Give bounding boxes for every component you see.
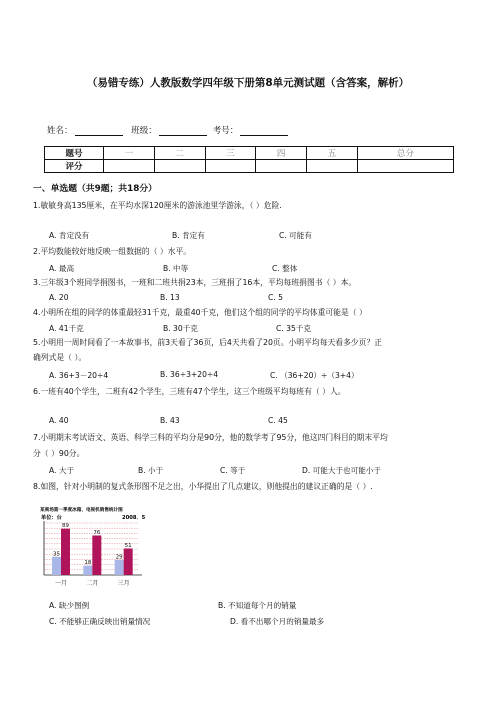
chart-bar (83, 566, 92, 575)
chart-category-label: 二月 (86, 580, 99, 587)
option[interactable]: B. 13 (160, 293, 180, 302)
question-stem: 7.小明期末考试语文、英语、科学三科的平均分是90分，他的数学考了95分，他这四门科目的期末平均 (33, 433, 388, 442)
exam-label: 考号： (212, 126, 239, 136)
chart-date: 2008．5 (122, 515, 146, 521)
section-heading: 一、单选题（共9题；共18分） (33, 184, 157, 194)
class-blank[interactable] (159, 126, 207, 136)
option[interactable]: C. 整体 (272, 264, 298, 273)
chart-category-label: 一月 (54, 580, 68, 587)
question-stem: 3.三年级3个班同学捐图书，一班和二班共捐23本，三班捐了16本，平均每班捐图书（ ）本。 (33, 278, 357, 287)
chart-bar (52, 557, 61, 575)
chart-data-label: 29 (115, 554, 123, 561)
score-input-cell[interactable] (307, 160, 358, 173)
option[interactable]: D. 可能大于也可能小于 (302, 466, 382, 475)
option[interactable]: C. 不能够正确反映出销量情况 (49, 617, 151, 626)
score-cell: 二 (154, 147, 205, 160)
page-title: （易错专练）人教版数学四年级下册第8单元测试题（含答案，解析） (86, 77, 410, 89)
chart-category-label: 三月 (117, 580, 130, 587)
chart-bars (52, 523, 133, 587)
option[interactable]: C. 5 (268, 293, 283, 302)
option[interactable]: A. 最高 (49, 264, 75, 273)
chart-bar (124, 548, 133, 575)
score-input-cell[interactable] (104, 160, 155, 173)
sales-bar-chart (34, 503, 184, 593)
option[interactable]: A. 缺少图例 (49, 601, 90, 610)
question-stem: 2.平均数能较好地反映一组数据的（ ）水平。 (33, 247, 192, 256)
chart-unit-label: 单位：台 (41, 515, 62, 521)
option[interactable]: B. 肯定有 (172, 231, 205, 240)
chart-bar (61, 529, 70, 575)
question-stem: 8.如图，针对小明制的复式条形图不足之出，小华提出了几点建议，则他提出的建议正确的是（ ）. (33, 482, 373, 491)
score-input-cell[interactable] (256, 160, 307, 173)
option[interactable]: B. 30千克 (163, 324, 198, 333)
chart-data-label: 51 (124, 542, 132, 549)
score-table-score-row (45, 160, 454, 173)
option[interactable]: A. 40 (49, 416, 69, 425)
score-cell: 题号 (45, 147, 104, 160)
option[interactable]: B. 36÷3+20÷4 (160, 370, 219, 379)
exam-number-blank[interactable] (240, 126, 288, 136)
name-label: 姓名： (47, 126, 73, 136)
option[interactable]: C. （36+20）÷（3+4） (270, 371, 359, 380)
option[interactable]: C. 35千克 (276, 324, 311, 333)
name-blank[interactable] (75, 126, 123, 136)
score-cell: 五 (307, 147, 358, 160)
option[interactable]: C. 45 (268, 416, 288, 425)
score-cell: 三 (205, 147, 256, 160)
chart-data-label: 89 (62, 523, 69, 530)
score-cell: 评分 (45, 160, 104, 173)
score-cell: 四 (256, 147, 307, 160)
score-input-cell[interactable] (154, 160, 205, 173)
option[interactable]: A. 大于 (49, 466, 75, 475)
class-label: 班级： (131, 126, 157, 136)
option[interactable]: B. 不知道每个月的销量 (218, 601, 297, 610)
option[interactable]: A. 20 (49, 293, 69, 302)
chart-data-label: 18 (84, 560, 92, 567)
chart-data-label: 35 (53, 551, 60, 558)
question-stem-continued: 确列式是（ ）。 (33, 353, 87, 362)
chart-title: 某商场第一季度冰箱、电视机销售统计图 (40, 508, 123, 513)
option[interactable]: A. 41千克 (49, 324, 84, 333)
option[interactable]: C. 等于 (220, 466, 246, 475)
option[interactable]: C. 可能有 (279, 231, 312, 240)
option[interactable]: B. 43 (160, 416, 180, 425)
option[interactable]: A. 36+3－20÷4 (49, 371, 109, 380)
chart-data-label: 76 (93, 529, 101, 536)
score-cell: 一 (104, 147, 155, 160)
chart-bar (92, 535, 101, 575)
chart-bar (115, 560, 124, 575)
question-stem-continued: 分（ ）90分。 (33, 449, 85, 458)
option[interactable]: B. 中等 (163, 264, 189, 273)
score-table-header-row (45, 147, 454, 160)
student-info-line (47, 124, 294, 136)
question-stem: 5.小明用一周时间看了一本故事书，前3天看了36页，后4天共看了20页。小明平均每天看多少页？正 (33, 338, 383, 347)
score-input-cell[interactable] (205, 160, 256, 173)
score-input-cell[interactable] (357, 160, 453, 173)
question-stem: 6.一班有40个学生，二班有42个学生，三班有47个学生，这三个班级平均每班有（ ）人。 (33, 387, 346, 396)
option[interactable]: B. 小于 (138, 466, 164, 475)
option[interactable]: A. 肯定没有 (49, 231, 90, 240)
score-table (44, 146, 454, 173)
score-cell: 总分 (357, 147, 453, 160)
question-stem: 4.小明所在组的同学的体重最轻31千克，最重40千克，他们这个组的同学的平均体重可能是（ ） (33, 308, 367, 317)
question-stem: 1.敏敏身高135厘米，在平均水深120厘米的游泳池里学游泳，（ ）危险. (33, 201, 282, 210)
option[interactable]: D. 看不出哪个月的销量最多 (230, 617, 325, 626)
